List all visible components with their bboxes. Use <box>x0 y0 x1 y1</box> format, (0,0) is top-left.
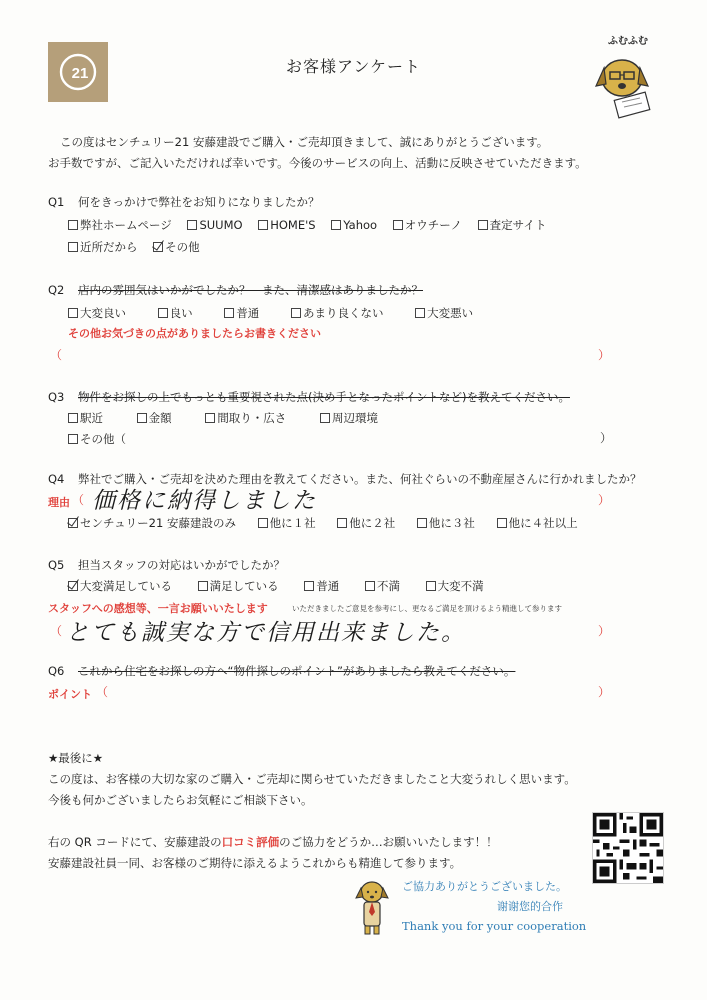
checkbox[interactable] <box>205 413 215 423</box>
q4-number: Q4 <box>48 472 65 486</box>
option-label: 他に４社以上 <box>508 516 578 530</box>
q2-options <box>68 305 485 321</box>
option-label: 大変良い <box>80 306 126 320</box>
q1-number: Q1 <box>48 195 65 209</box>
intro-text <box>48 132 587 174</box>
q5-option[interactable] <box>198 578 279 594</box>
q6-label: ポイント <box>48 688 92 701</box>
q2-prompt: その他お気づきの点がありましたらお書きください <box>68 327 321 340</box>
q5-option-checked[interactable] <box>68 578 172 594</box>
logo-text: 21 <box>71 65 89 82</box>
qr-code[interactable] <box>592 812 664 884</box>
option-label: あまり良くない <box>302 306 384 320</box>
q2-paren-close: ） <box>598 348 611 362</box>
q1-option[interactable] <box>393 217 462 233</box>
q3-option[interactable] <box>137 410 172 426</box>
checkbox[interactable] <box>417 518 427 528</box>
q6-text: これから住宅をお探しの方へ“物件探しのポイント”がありましたら教えてください。 <box>78 664 516 678</box>
closing-line-4: 安藤建設社員一同、お客様のご期待に添えるようこれからも精進して参ります。 <box>48 856 462 870</box>
q3-option[interactable] <box>68 410 103 426</box>
checkbox[interactable] <box>291 308 301 318</box>
q5-option[interactable] <box>426 578 484 594</box>
checkbox[interactable] <box>158 308 168 318</box>
q1-option[interactable] <box>187 218 242 232</box>
checkbox[interactable] <box>415 308 425 318</box>
q1-options-row1 <box>68 217 558 233</box>
option-label: 金額 <box>148 411 172 425</box>
checkbox-checked[interactable] <box>153 242 163 252</box>
q5-question <box>48 557 285 573</box>
q3-other[interactable] <box>68 431 138 447</box>
other-label: その他（ <box>80 432 126 446</box>
checkbox[interactable] <box>68 242 78 252</box>
q2-option[interactable] <box>291 305 384 321</box>
q1-options-row2 <box>68 239 212 255</box>
q3-option[interactable] <box>320 410 378 426</box>
q1-option[interactable] <box>331 218 377 232</box>
q2-paren-open: （ <box>50 348 63 362</box>
q5-text: 担当スタッフの対応はいかがでしたか？ <box>78 558 285 572</box>
review-highlight: 口コミ評価 <box>221 835 280 849</box>
closing-line-2: 今後も何かございましたらお気軽にご相談下さい。 <box>48 793 313 807</box>
checkbox[interactable] <box>198 581 208 591</box>
option-label: 良い <box>169 306 193 320</box>
q5-option[interactable] <box>365 578 400 594</box>
q3-text: 物件をお探しの上でもっとも重要視された点(決め手となったポイントなど)を教えてください。 <box>78 390 570 404</box>
checkbox[interactable] <box>224 308 234 318</box>
option-label: 普通 <box>236 306 260 320</box>
q4-reason-label: 理由 <box>48 496 70 509</box>
option-label: 不満 <box>376 579 400 593</box>
mascot-bubble: ふむふむ <box>608 36 648 47</box>
option-label: 他に３社 <box>428 516 475 530</box>
option-label: 査定サイト <box>489 218 547 232</box>
checkbox[interactable] <box>68 220 78 230</box>
closing-line-1: この度は、お客様の大切な家のご購入・ご売却に関らせていただきましたこと大変うれしく思います。 <box>48 772 576 786</box>
checkbox[interactable] <box>258 518 268 528</box>
option-label: SUUMO <box>199 218 243 232</box>
closing-heading: ★最後に★ <box>48 751 104 765</box>
q5-option[interactable] <box>304 578 339 594</box>
q4-option[interactable] <box>497 515 578 531</box>
checkbox[interactable] <box>187 220 197 230</box>
q2-option[interactable] <box>68 305 126 321</box>
checkbox[interactable] <box>497 518 507 528</box>
checkbox[interactable] <box>365 581 375 591</box>
option-label: 他に１社 <box>269 516 316 530</box>
q5-prompt: スタッフへの感想等、一言お願いいたします <box>48 602 268 615</box>
option-label: 大変満足している <box>80 579 172 593</box>
checkbox[interactable] <box>320 413 330 423</box>
q1-option[interactable] <box>68 217 172 233</box>
checkbox[interactable] <box>68 413 78 423</box>
checkbox[interactable] <box>137 413 147 423</box>
q1-text: 何をきっかけで弊社をお知りになりましたか？ <box>78 195 320 209</box>
q3-number: Q3 <box>48 390 65 404</box>
option-label: 弊社ホームページ <box>80 218 172 232</box>
option-label: 近所だから <box>80 240 138 254</box>
q4-text: 弊社でご購入・ご売却を決めた理由を教えてください。また、何社ぐらいの不動産屋さんに行かれましたか？ <box>78 472 642 486</box>
q4-handwritten-answer: 価格に納得しました <box>92 488 317 514</box>
q2-question <box>48 282 423 298</box>
q4-options <box>68 515 578 531</box>
option-label: 周辺環境 <box>331 411 378 425</box>
mascot-dog-bowing <box>352 878 392 942</box>
q1-option-checked[interactable] <box>153 239 200 255</box>
option-label: オウチーノ <box>404 218 463 232</box>
option-label: センチュリー21 安藤建設のみ <box>80 516 236 530</box>
closing-line-3 <box>48 832 576 853</box>
checkbox[interactable] <box>393 220 403 230</box>
checkbox[interactable] <box>304 581 314 591</box>
q2-option[interactable] <box>224 305 259 321</box>
checkbox[interactable] <box>331 220 341 230</box>
checkbox[interactable] <box>426 581 436 591</box>
q3-option[interactable] <box>205 410 286 426</box>
closing-section <box>48 748 576 874</box>
q6-question <box>48 663 515 679</box>
option-label: 大変不満 <box>437 579 484 593</box>
mascot-dog-reading <box>586 32 666 122</box>
q6-number: Q6 <box>48 664 65 678</box>
checkbox[interactable] <box>258 220 268 230</box>
option-label: HOME'S <box>270 218 316 232</box>
q3-question <box>48 389 570 405</box>
thanks-japanese: ご協力ありがとうございました。 <box>402 880 567 893</box>
q1-option[interactable] <box>478 217 547 233</box>
q5-note: いただきましたご意見を参考にし、更なるご満足を頂けるよう精進して参ります <box>292 604 562 613</box>
q5-options <box>68 578 496 594</box>
checkbox-checked[interactable] <box>68 581 78 591</box>
thanks-chinese: 谢谢您的合作 <box>497 900 563 913</box>
closing-line-3-post: のご協力をどうか…お願いいたします！！ <box>279 835 498 849</box>
q1-option[interactable] <box>68 239 138 255</box>
q2-option[interactable] <box>415 305 473 321</box>
q4-option[interactable] <box>258 515 316 531</box>
option-label: 大変悪い <box>427 306 474 320</box>
option-label: 間取り・広さ <box>217 411 287 425</box>
q4-paren-close: ） <box>598 493 611 507</box>
checkbox[interactable] <box>478 220 488 230</box>
thanks-english: Thank you for your cooperation <box>402 919 587 933</box>
option-label: 他に２社 <box>349 516 396 530</box>
checkbox[interactable] <box>68 308 78 318</box>
option-label: その他 <box>165 240 200 254</box>
q2-option[interactable] <box>158 305 193 321</box>
checkbox-checked[interactable] <box>68 518 78 528</box>
q2-number: Q2 <box>48 283 65 297</box>
option-label: 駅近 <box>80 411 103 425</box>
qr-code-icon <box>593 813 663 883</box>
option-label: Yahoo <box>343 218 378 232</box>
intro-line-2: お手数ですが、ご記入いただければ幸いです。今後のサービスの向上、活動に反映させていただきます。 <box>48 156 587 170</box>
intro-line-1: この度はセンチュリー21 安藤建設でご購入・ご売却頂きまして、誠にありがとうございます。 <box>60 135 549 149</box>
q2-text: 店内の雰囲気はいかがでしたか？ また、清潔感はありましたか？ <box>78 283 423 297</box>
q5-paren-open: （ <box>50 624 63 638</box>
closing-line-3-pre: 右の QR コードにて、安藤建設の <box>48 835 222 849</box>
q4-option[interactable] <box>337 515 395 531</box>
q1-option[interactable] <box>258 218 315 232</box>
q4-option-checked[interactable] <box>68 515 236 531</box>
q4-option[interactable] <box>417 515 475 531</box>
q3-options <box>68 410 390 426</box>
page-title: お客様アンケート <box>285 57 422 76</box>
option-label: 満足している <box>209 579 279 593</box>
q1-question <box>48 194 320 210</box>
q6-paren-close: ） <box>598 685 611 699</box>
checkbox[interactable] <box>68 434 78 444</box>
q5-paren-close: ） <box>598 624 611 638</box>
q5-handwritten-answer: とても誠実な方で信用出来ました。 <box>66 620 466 646</box>
q3-paren-close: ） <box>600 431 613 445</box>
q6-paren-open: （ <box>96 685 109 699</box>
q5-number: Q5 <box>48 558 65 572</box>
checkbox[interactable] <box>337 518 347 528</box>
q4-paren-open: （ <box>72 493 85 507</box>
option-label: 普通 <box>316 579 340 593</box>
